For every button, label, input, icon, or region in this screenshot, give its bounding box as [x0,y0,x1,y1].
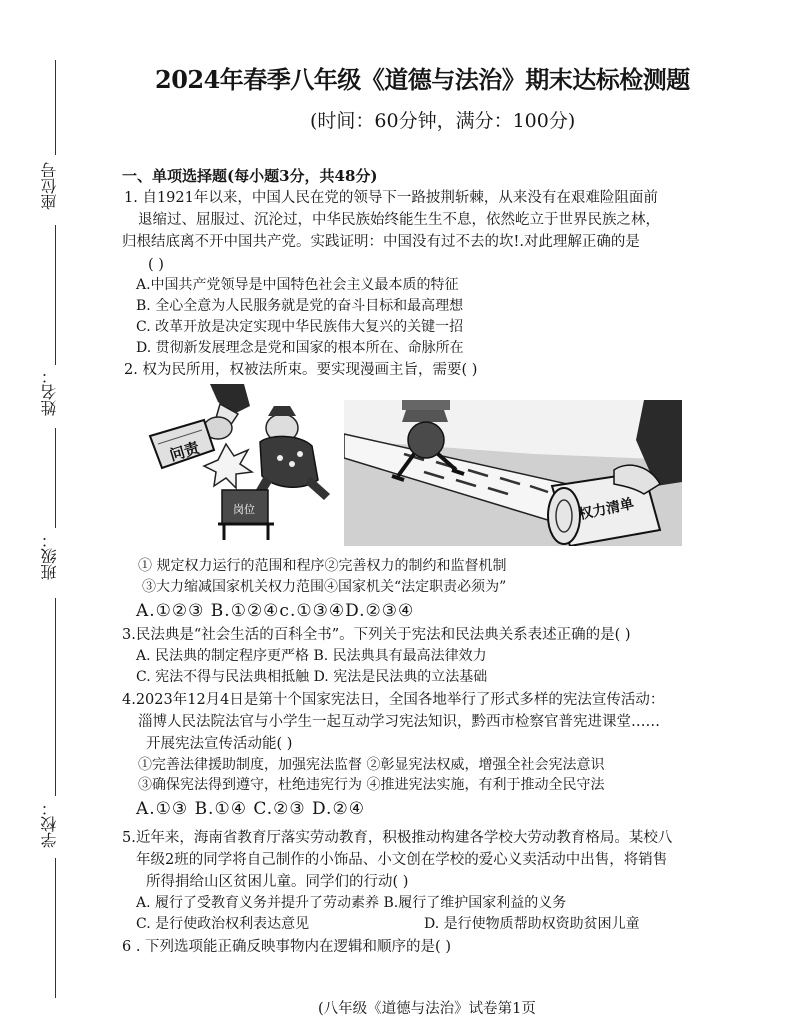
power-list-cartoon-illustration [344,400,682,546]
q4-statements-1-2: ①完善法律援助制度，加强宪法监督 ②彰显宪法权威，增强全社会宪法意识 [138,757,605,773]
q2-stem: 2. 权为民所用，权被法所束。要实现漫画主旨，需要( ) [124,362,478,378]
q6-stem: 6 . 下列选项能正确反映事物内在逻辑和顺序的是( ) [122,939,451,955]
binding-line [55,598,56,796]
binding-line [55,60,56,155]
q1-option-d: D. 贯彻新发展理念是党和国家的根本所在、命脉所在 [136,340,464,356]
q1-stem-line: 1. 自1921年以来，中国人民在党的领导下一路披荆斩棘，从来没有在艰难险阻面前 [124,190,658,206]
q2-statements-1-2: ① 规定权力运行的范围和程序②完善权力的制约和监督机制 [138,558,507,574]
q5-stem-line: 所得捐给山区贫困儿童。同学们的行动( ) [146,874,409,890]
exam-title: 2024年春季八年级《道德与法治》期末达标检测题 [155,65,690,94]
name-label: 姓名： [39,368,59,416]
q1-answer-paren: ( ) [148,257,164,273]
q4-answer-choices: A.①③ B.①④ C.②③ D.②④ [136,799,365,819]
class-label: 班级： [39,532,59,580]
q4-stem-line: 4.2023年12月4日是第十个国家宪法日，全国各地举行了形式多样的宪法宣传活动： [122,692,665,708]
q1-option-a: A.中国共产党领导是中国特色社会主义最本质的特征 [136,277,459,293]
page-footer: (八年级《道德与法治》试卷第1页 [318,1001,536,1017]
seat-number-label: 座位号 [39,162,59,210]
exam-subtitle: (时间：60分钟，满分：100分) [310,110,576,132]
q2-statements-3-4: ③大力缩减国家机关权力范围④国家机关“法定职责必须为” [142,579,507,595]
q5-option-d: D. 是行使物质帮助权资助贫困儿童 [424,916,640,932]
q4-statements-3-4: ③确保宪法得到遵守，杜绝违宪行为 ④推进宪法实施，有利于推动全民守法 [138,777,605,793]
q3-options-ab: A. 民法典的制定程序更严格 B. 民法典具有最高法律效力 [136,648,487,664]
q3-options-cd: C. 宪法不得与民法典相抵触 D. 宪法是民法典的立法基础 [136,669,488,685]
q1-stem-line: 归根结底离不开中国共产党。实践证明：中国没有过不去的坎!.对此理解正确的是 [122,234,640,250]
binding-line [55,858,56,998]
q5-options-ab: A. 履行了受教育义务并提升了劳动素养 B.履行了维护国家利益的义务 [136,895,567,911]
cartoon-right [344,400,682,546]
q4-stem-line: 淄博人民法院法官与小学生一起互动学习宪法知识，黔西市检察官普宪进课堂…… [138,714,660,730]
accountability-cartoon-illustration [140,384,334,540]
power-list-label: 权力清单 [577,495,636,524]
chair-label: 岗位 [233,503,255,516]
accountability-box-label: 问责 [167,438,202,465]
q5-stem-line: 5.近年来，海南省教育厅落实劳动教育，积极推动构建各学校大劳动教育格局。某校八 [122,830,673,846]
binding-line [55,225,56,365]
q5-option-c: C. 是行使政治权利表达意见 [136,916,310,932]
q1-option-b: B. 全心全意为人民服务就是党的奋斗目标和最高理想 [136,298,464,314]
school-label: 学校： [39,800,59,848]
q3-stem: 3.民法典是“社会生活的百科全书”。下列关于宪法和民法典关系表述正确的是( ) [122,627,631,643]
q5-stem-line: 年级2班的同学将自己制作的小饰品、小文创在学校的爱心义卖活动中出售，将销售 [136,852,668,868]
q1-option-c: C. 改革开放是决定实现中华民族伟大复兴的关键一招 [136,319,464,335]
q2-answer-choices: A.①②③ B.①②④c.①③④D.②③④ [136,601,415,621]
q4-stem-line: 开展宪法宣传活动能( ) [146,736,293,752]
binding-line [55,428,56,528]
cartoon-left [140,384,334,540]
q1-stem-line: 退缩过、屈服过、沉沦过，中华民族始终能生生不息，依然屹立于世界民族之林， [138,212,660,228]
section-heading: 一、单项选择题(每小题3分，共48分) [122,167,378,185]
